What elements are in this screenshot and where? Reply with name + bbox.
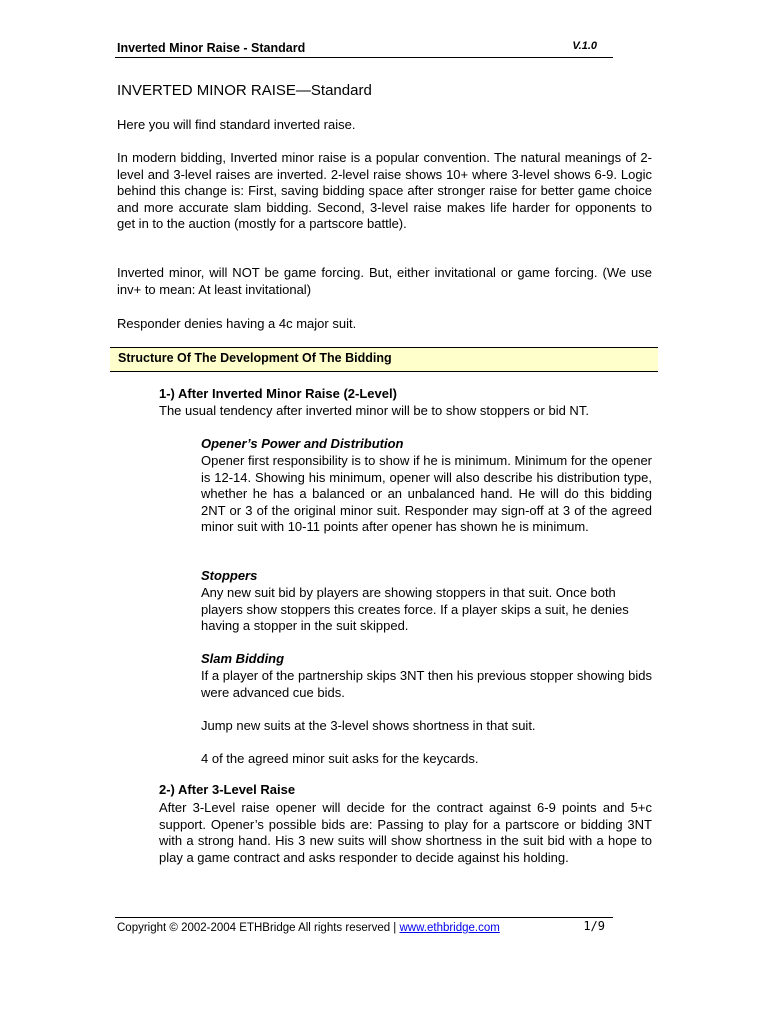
stoppers-text: Any new suit bid by players are showing stoppers in that suit. Once both players show stoppers this creates force. If a player skips a suit, he denies having a stopper in the suit skipped. xyxy=(201,585,629,634)
intro-paragraph: Here you will find standard inverted raise. xyxy=(117,117,356,132)
website-link[interactable]: www.ethbridge.com xyxy=(399,922,500,934)
document-title: INVERTED MINOR RAISE—Standard xyxy=(117,82,372,99)
section-heading-box xyxy=(110,347,658,372)
page-number: 1/9 xyxy=(583,919,605,933)
slam-bidding-text-2: Jump new suits at the 3-level shows shortness in that suit. xyxy=(201,718,536,733)
page-header xyxy=(115,40,613,58)
header-title: Inverted Minor Raise - Standard xyxy=(117,41,306,55)
subsection-2-text: After 3-Level raise opener will decide for the contract against 6-9 points and 5+c support. Opener’s possible bids are: Passing to play for a partscore or bidding 3NT with a strong hand. His 3 new suits will show shortness in the suit bid with a hope to play a game contract and asks responder to decide against his holding. xyxy=(159,800,652,865)
opener-power-heading: Opener’s Power and Distribution xyxy=(201,436,404,451)
opener-power-text: Opener first responsibility is to show if he is minimum. Minimum for the opener is 12-14. Showing his minimum, opener will also describe his distribution type, whether he has a balanced or an unbalanced hand. He will do this bidding 2NT or 3 of the original minor suit. Responder may sign-off at 3 of the agreed minor suit with 10-11 points after opener has shown he is minimum. xyxy=(201,453,652,535)
slam-bidding-text-1: If a player of the partnership skips 3NT then his previous stopper showing bids were advanced cue bids. xyxy=(201,668,652,700)
subsection-2-heading: 2-) After 3-Level Raise xyxy=(159,782,296,797)
copyright-text: Copyright © 2002-2004 ETHBridge All rights reserved | xyxy=(117,922,397,934)
copyright-notice xyxy=(117,922,500,934)
header-version: V.1.0 xyxy=(572,40,597,52)
page-footer xyxy=(115,917,613,940)
subsection-1-text: The usual tendency after inverted minor will be to show stoppers or bid NT. xyxy=(159,403,589,418)
responder-paragraph: Responder denies having a 4c major suit. xyxy=(117,316,357,331)
subsection-1-heading: 1-) After Inverted Minor Raise (2-Level) xyxy=(159,386,397,401)
slam-bidding-heading: Slam Bidding xyxy=(201,651,285,666)
stoppers-heading: Stoppers xyxy=(201,568,258,583)
convention-paragraph: In modern bidding, Inverted minor raise is a popular convention. The natural meanings of 2-level and 3-level raises are inverted. 2-level raise shows 10+ where 3-level shows 6-9. Logic behind this change is: First, saving bidding space after stronger raise for better game choice and more accurate slam bidding. Second, 3-level raise makes life harder for opponents to get in to the auction (mostly for a partscore battle). xyxy=(117,150,652,232)
slam-bidding-text-3: 4 of the agreed minor suit asks for the keycards. xyxy=(201,751,479,766)
invitational-paragraph: Inverted minor, will NOT be game forcing. But, either invitational or game forcing. (We use inv+ to mean: At least invitational) xyxy=(117,265,652,297)
section-heading: Structure Of The Development Of The Bidding xyxy=(118,351,392,365)
